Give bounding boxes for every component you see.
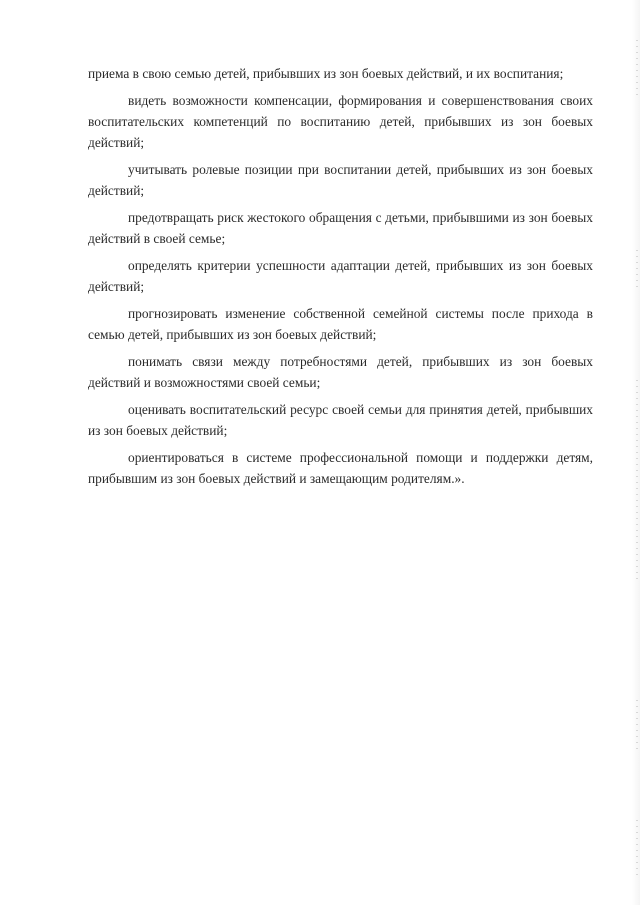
list-item-paragraph: предотвращать риск жестокого обращения с детьми, прибывшими из зон боевых действий в своей семье; <box>88 210 593 246</box>
list-item-paragraph: видеть возможности компенсации, формирования и совершенствования своих воспитательских компетенций по воспитанию детей, прибывших из зон боевых действий; <box>88 93 593 150</box>
list-item-paragraph: прогнозировать изменение собственной семейной системы после прихода в семью детей, прибывших из зон боевых действий; <box>88 306 593 342</box>
list-item-paragraph: понимать связи между потребностями детей, прибывших из зон боевых действий и возможностями своей семьи; <box>88 354 593 390</box>
scan-edge-artifact <box>636 40 638 100</box>
list-item-paragraph: оценивать воспитательский ресурс своей семьи для принятия детей, прибывших из зон боевых действий; <box>88 402 593 438</box>
scan-edge-artifact <box>636 820 638 880</box>
scan-edge-artifact <box>636 380 638 580</box>
scan-edge-artifact <box>636 250 638 290</box>
scan-edge-artifact <box>636 700 638 750</box>
document-body <box>88 63 593 495</box>
list-item-paragraph: определять критерии успешности адаптации детей, прибывших из зон боевых действий; <box>88 258 593 294</box>
paragraph-continuation: приема в свою семью детей, прибывших из зон боевых действий, и их воспитания; <box>88 66 564 81</box>
list-item-paragraph: ориентироваться в системе профессиональной помощи и поддержки детям, прибывшим из зон боевых действий и замещающим родителям.». <box>88 450 593 486</box>
list-item-paragraph: учитывать ролевые позиции при воспитании детей, прибывших из зон боевых действий; <box>88 162 593 198</box>
